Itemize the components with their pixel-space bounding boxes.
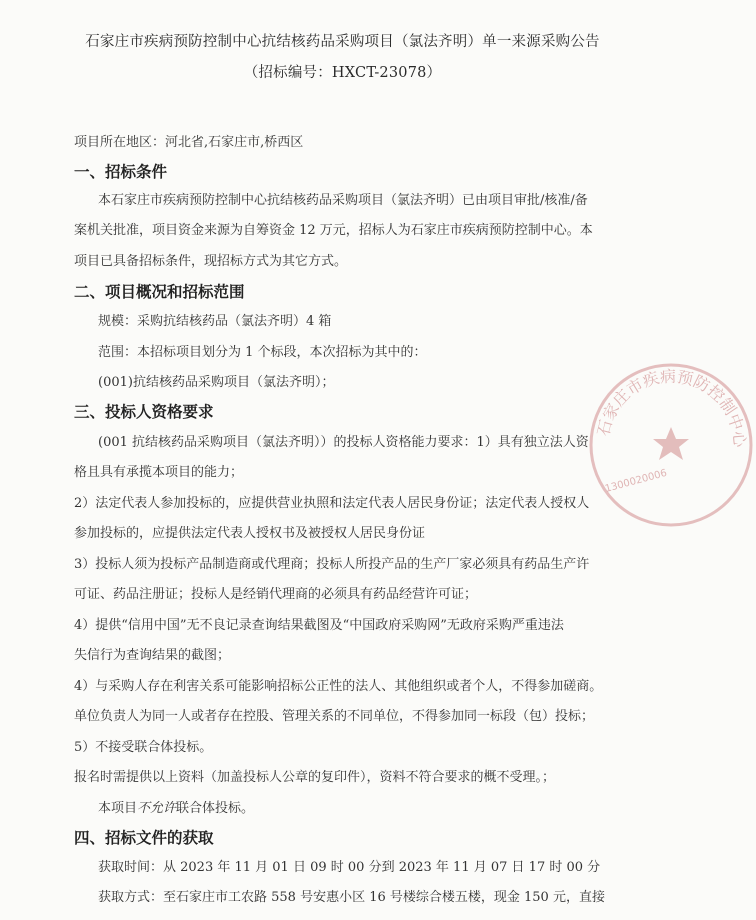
requirement-3: 3）投标人须为投标产品制造商或代理商；投标人所投产品的生产厂家必须具有药品生产许 bbox=[74, 557, 590, 572]
svg-text:石家庄市疾病预防控制中心: 石家庄市疾病预防控制中心 bbox=[593, 366, 750, 448]
document-title: 石家庄市疾病预防控制中心抗结核药品采购项目（氯法齐明）单一来源采购公告 bbox=[85, 34, 600, 50]
svg-text:1300020006: 1300020006 bbox=[603, 467, 669, 495]
project-location: 项目所在地区：河北省,石家庄市,桥西区 bbox=[74, 135, 304, 150]
requirement-6: 5）不接受联合体投标。 bbox=[74, 740, 213, 755]
requirement-5: 4）与采购人存在利害关系可能影响招标公正性的法人、其他组织或者个人，不得参加磋商。 bbox=[74, 679, 603, 694]
section-1-heading: 一、招标条件 bbox=[74, 163, 168, 181]
project-scale: 规模：采购抗结核药品（氯法齐明）4 箱 bbox=[98, 314, 332, 329]
section-1-text: 项目已具备招标条件，现招标方式为其它方式。 bbox=[74, 254, 348, 269]
section-1-text: 案机关批准，项目资金来源为自筹资金 12 万元，招标人为石家庄市疾病预防控制中心。本 bbox=[74, 223, 593, 238]
requirement-2: 2）法定代表人参加投标的，应提供营业执照和法定代表人居民身份证；法定代表人授权人 bbox=[74, 496, 590, 511]
consortium-note bbox=[98, 797, 254, 816]
consortium-not-allowed: 不允许 bbox=[137, 801, 177, 816]
tender-number: （招标编号：HXCT-23078） bbox=[243, 65, 442, 81]
registration-note: 报名时需提供以上资料（加盖投标人公章的复印件），资料不符合要求的概不受理。； bbox=[74, 770, 556, 785]
requirement-2: 参加投标的，应提供法定代表人授权书及被授权人居民身份证 bbox=[74, 526, 426, 541]
acquisition-method: 获取方式：至石家庄市工农路 558 号安惠小区 16 号楼综合楼五楼，现金 150 元，直接 bbox=[98, 890, 605, 905]
requirement-5: 单位负责人为同一人或者存在控股、管理关系的不同单位，不得参加同一标段（包）投标； bbox=[74, 709, 595, 724]
section-3-heading: 三、投标人资格要求 bbox=[74, 403, 214, 421]
requirement-3: 可证、药品注册证；投标人是经销代理商的必须具有药品经营许可证； bbox=[74, 587, 478, 602]
consortium-suffix: 联合体投标。 bbox=[176, 801, 255, 816]
section-4-heading: 四、招标文件的获取 bbox=[74, 829, 214, 847]
consortium-prefix: 本项目 bbox=[98, 801, 138, 816]
acquisition-time: 获取时间：从 2023 年 11 月 01 日 09 时 00 分到 2023 年 11 月 07 日 17 时 00 分 bbox=[98, 860, 601, 875]
official-seal bbox=[586, 360, 756, 530]
project-scope: 范围：本招标项目划分为 1 个标段，本次招标为其中的： bbox=[98, 345, 427, 360]
requirement-4: 失信行为查询结果的截图； bbox=[74, 648, 231, 663]
requirement-4: 4）提供“信用中国”无不良记录查询结果截图及“中国政府采购网”无政府采购严重违法 bbox=[74, 618, 564, 633]
section-2-heading: 二、项目概况和招标范围 bbox=[74, 283, 245, 301]
requirement-1: (001 抗结核药品采购项目（氯法齐明））的投标人资格能力要求：1）具有独立法人资 bbox=[98, 435, 589, 450]
section-1-text: 本石家庄市疾病预防控制中心抗结核药品采购项目（氯法齐明）已由项目审批/核准/备 bbox=[98, 193, 588, 208]
project-lot: (001)抗结核药品采购项目（氯法齐明）； bbox=[98, 375, 335, 390]
requirement-1: 格且具有承揽本项目的能力； bbox=[74, 465, 244, 480]
